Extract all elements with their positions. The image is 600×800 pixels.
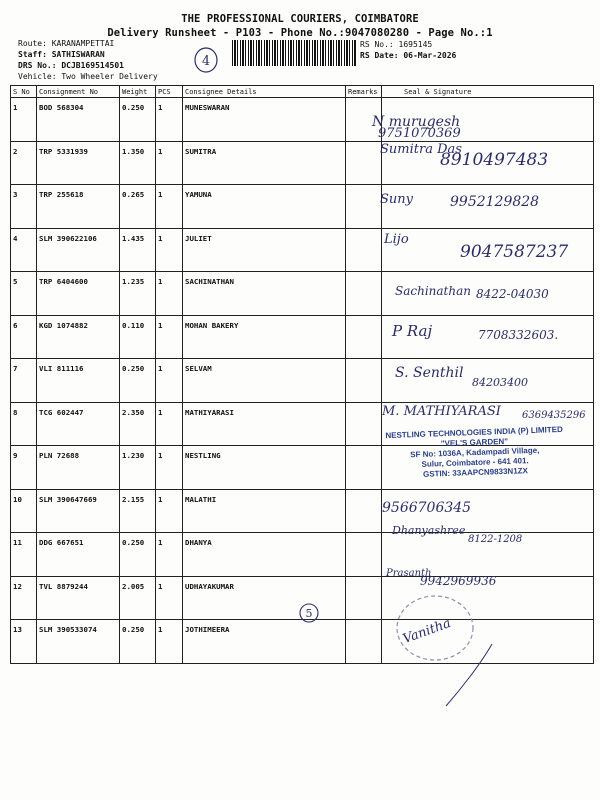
pcs: 1 xyxy=(156,141,183,185)
pen-stroke xyxy=(440,640,500,710)
signature-10: Dhanyashree xyxy=(392,524,466,537)
consignee-name: MOHAN BAKERY xyxy=(183,315,346,359)
phone-7: 84203400 xyxy=(472,376,528,389)
signature-3: Suny xyxy=(380,192,413,207)
remarks-cell xyxy=(346,359,382,403)
remarks-cell xyxy=(346,533,382,577)
consignment-no: PLN 72688 xyxy=(37,446,120,490)
remarks-cell xyxy=(346,620,382,664)
weight: 2.350 xyxy=(120,402,156,446)
phone-5: 8422-04030 xyxy=(476,287,549,301)
consignment-no: TRP 255618 xyxy=(37,185,120,229)
signature-8: M. MATHIYARASI xyxy=(382,404,501,419)
stamp-line-3: SF No: 1036A, Kadampadi Village, xyxy=(410,445,540,460)
consignment-no: BOD 568304 xyxy=(37,98,120,142)
remarks-cell xyxy=(346,489,382,533)
consignee-name: UDHAYAKUMAR xyxy=(183,576,346,620)
drs-label: DRS No.: DCJB169514501 xyxy=(18,61,124,70)
stamp-line-4: Sulur, Coimbatore - 641 401. xyxy=(421,456,529,469)
pcs: 1 xyxy=(156,315,183,359)
weight: 1.350 xyxy=(120,141,156,185)
circled-row13 xyxy=(298,602,320,624)
consignee-name: MALATHI xyxy=(183,489,346,533)
circled-note xyxy=(192,45,220,75)
company-title: THE PROFESSIONAL COURIERS, COIMBATORE xyxy=(181,13,419,25)
weight: 0.250 xyxy=(120,359,156,403)
row-sno: 7 xyxy=(11,359,37,403)
pcs: 1 xyxy=(156,576,183,620)
weight: 0.110 xyxy=(120,315,156,359)
pcs: 1 xyxy=(156,228,183,272)
barcode xyxy=(232,40,356,66)
consignment-no: TVL 8879244 xyxy=(37,576,120,620)
pcs: 1 xyxy=(156,446,183,490)
phone-9: 9566706345 xyxy=(382,500,472,516)
signature-13: Vanitha xyxy=(400,615,453,648)
remarks-cell xyxy=(346,228,382,272)
route-label: Route: KARANAMPETTAI xyxy=(18,39,115,48)
pcs: 1 xyxy=(156,272,183,316)
consignment-no: TCG 602447 xyxy=(37,402,120,446)
signature-2: Sumitra Das xyxy=(380,142,462,157)
consignment-no: SLM 390533074 xyxy=(37,620,120,664)
col-weight: Weight xyxy=(120,86,156,98)
signature-6: P Raj xyxy=(392,322,433,340)
consignee-name: SELVAM xyxy=(183,359,346,403)
stamp-line-1: NESTLING TECHNOLOGIES INDIA (P) LIMITED xyxy=(385,424,563,441)
runsheet-table xyxy=(10,85,594,664)
runsheet-title: Delivery Runsheet - P103 - Phone No.:9047080280 - Page No.:1 xyxy=(107,27,493,39)
remarks-cell xyxy=(346,576,382,620)
signature-5: Sachinathan xyxy=(395,284,471,298)
col-consignee: Consignee Details xyxy=(183,86,346,98)
signature-7: S. Senthil xyxy=(395,365,464,381)
col-pcs: PCS xyxy=(156,86,183,98)
consignee-name: SACHINATHAN xyxy=(183,272,346,316)
table-row xyxy=(11,620,594,664)
rs-date: RS Date: 06-Mar-2026 xyxy=(360,51,457,60)
row-sno: 4 xyxy=(11,228,37,272)
consignment-no: VLI 811116 xyxy=(37,359,120,403)
weight: 0.250 xyxy=(120,533,156,577)
consignee-name: DHANYA xyxy=(183,533,346,577)
consignment-no: SLM 390622106 xyxy=(37,228,120,272)
consignee-name: SUMITRA xyxy=(183,141,346,185)
rs-number: RS No.: 1695145 xyxy=(360,40,433,49)
company-stamp xyxy=(374,425,576,494)
consignee-name: YAMUNA xyxy=(183,185,346,229)
row-sno: 9 xyxy=(11,446,37,490)
weight: 0.250 xyxy=(120,98,156,142)
staff-label: Staff: SATHISWARAN xyxy=(18,50,105,59)
signature-1: N murugesh xyxy=(372,114,461,130)
weight: 1.235 xyxy=(120,272,156,316)
circled-note-text: 4 xyxy=(201,54,211,69)
pcs: 1 xyxy=(156,489,183,533)
consignment-no: DDG 667651 xyxy=(37,533,120,577)
vehicle-label: Vehicle: Two Wheeler Delivery xyxy=(18,72,158,81)
weight: 1.230 xyxy=(120,446,156,490)
col-remarks: Remarks xyxy=(346,86,382,98)
consignee-name: MATHIYARASI xyxy=(183,402,346,446)
phone-4: 9047587237 xyxy=(460,242,569,262)
consignment-no: SLM 390647669 xyxy=(37,489,120,533)
col-consignment: Consignment No xyxy=(37,86,120,98)
signature-4: Lijo xyxy=(384,232,409,247)
weight: 2.155 xyxy=(120,489,156,533)
signature-11: Prasanth xyxy=(386,568,432,579)
row-sno: 2 xyxy=(11,141,37,185)
stamp-line-5: GSTIN: 33AAPCN9833N1ZX xyxy=(422,466,529,479)
consignment-no: TRP 6404600 xyxy=(37,272,120,316)
table-row xyxy=(11,489,594,533)
row-sno: 5 xyxy=(11,272,37,316)
circled-row13-text: 5 xyxy=(305,607,313,620)
remarks-cell xyxy=(346,272,382,316)
row-sno: 1 xyxy=(11,98,37,142)
remarks-cell xyxy=(346,315,382,359)
row-sno: 11 xyxy=(11,533,37,577)
stamp-line-2: "VEL'S GARDEN" xyxy=(440,436,509,449)
phone-3: 9952129828 xyxy=(450,194,540,210)
consignee-name: JULIET xyxy=(183,228,346,272)
row-sno: 3 xyxy=(11,185,37,229)
pcs: 1 xyxy=(156,359,183,403)
weight: 0.265 xyxy=(120,185,156,229)
pcs: 1 xyxy=(156,402,183,446)
phone-8: 6369435296 xyxy=(522,410,586,421)
phone-10: 8122-1208 xyxy=(468,534,523,545)
weight: 2.005 xyxy=(120,576,156,620)
phone-11: 9942969936 xyxy=(420,574,497,588)
phone-2: 8910497483 xyxy=(440,150,549,170)
consignee-name: JOTHIMEERA xyxy=(183,620,346,664)
remarks-cell xyxy=(346,185,382,229)
row-sno: 8 xyxy=(11,402,37,446)
weight: 1.435 xyxy=(120,228,156,272)
phone-1: 9751070369 xyxy=(378,126,461,141)
consignee-name: MUNESWARAN xyxy=(183,98,346,142)
remarks-cell xyxy=(346,141,382,185)
table-row xyxy=(11,98,594,142)
pcs: 1 xyxy=(156,533,183,577)
row-sno: 13 xyxy=(11,620,37,664)
pcs: 1 xyxy=(156,98,183,142)
row-sno: 6 xyxy=(11,315,37,359)
col-sno: S No xyxy=(11,86,37,98)
pcs: 1 xyxy=(156,620,183,664)
consignment-no: TRP 5331939 xyxy=(37,141,120,185)
weight: 0.250 xyxy=(120,620,156,664)
row-sno: 12 xyxy=(11,576,37,620)
phone-6: 7708332603. xyxy=(478,328,559,342)
table-header xyxy=(11,86,594,98)
col-signature: Seal & Signature xyxy=(382,86,594,98)
pcs: 1 xyxy=(156,185,183,229)
row-sno: 10 xyxy=(11,489,37,533)
consignment-no: KGD 1074882 xyxy=(37,315,120,359)
consignee-name: NESTLING xyxy=(183,446,346,490)
